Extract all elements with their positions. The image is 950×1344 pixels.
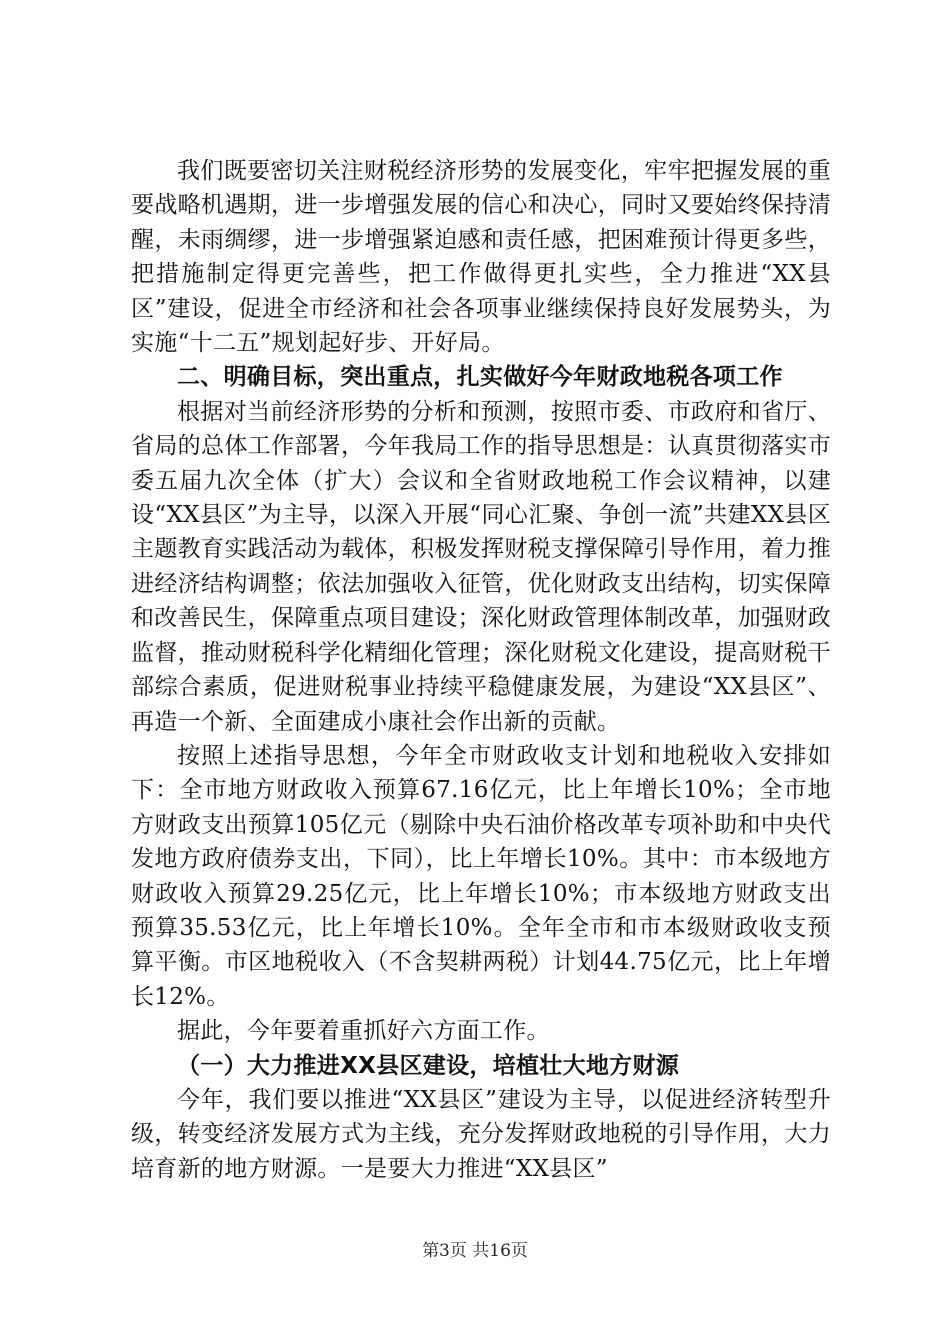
section-heading-2: 二、明确目标，突出重点，扎实做好今年财政地税各项工作 (177, 364, 783, 391)
page-number-footer: 第3页 共16页 (422, 1241, 528, 1261)
subsection-heading-1: （一）大力推进XX县区建设，培植壮大地方财源 (177, 1052, 680, 1079)
paragraph-six-tasks: 据此，今年要着重抓好六方面工作。 (177, 1018, 550, 1045)
document-body (131, 154, 831, 1186)
paragraph-intro: 我们既要密切关注财税经济形势的发展变化，牢牢把握发展的重要战略机遇期，进一步增强发展的信心和决心，同时又要始终保持清醒，未雨绸缪，进一步增强紧迫感和责任感，把困难预计得更多些，把措施制定得更完善些，把工作做得更扎实些，全力推进“XX县区”建设，促进全市经济和社会各项事业继续保持良好发展势头，为实施“十二五”规划起好步、开好局。 (131, 158, 831, 357)
paragraph-county-construction: 今年，我们要以推进“XX县区”建设为主导，以促进经济转型升级，转变经济发展方式为主线，充分发挥财政地税的引导作用，大力培育新的地方财源。一是要大力推进“XX县区” (131, 1086, 831, 1182)
paragraph-guiding-ideology: 根据对当前经济形势的分析和预测，按照市委、市政府和省厅、省局的总体工作部署，今年我局工作的指导思想是：认真贯彻落实市委五届九次全体（扩大）会议和全省财政地税工作会议精神，以建设“XX县区”为主导，以深入开展“同心汇聚、争创一流”共建XX县区主题教育实践活动为载体，积极发挥财税支撑保障引导作用，着力推进经济结构调整；依法加强收入征管，优化财政支出结构，切实保障和改善民生，保障重点项目建设；深化财政管理体制改革，加强财政监督，推动财税科学化精细化管理；深化财税文化建设，提高财税干部综合素质，促进财税事业持续平稳健康发展，为建设“XX县区”、再造一个新、全面建成小康社会作出新的贡献。 (131, 398, 831, 735)
paragraph-budget-plan: 按照上述指导思想，今年全市财政收支计划和地税收入安排如下：全市地方财政收入预算67.16亿元，比上年增长10%；全市地方财政支出预算105亿元（剔除中央石油价格改革专项补助和中央代发地方政府债券支出，下同），比上年增长10%。其中：市本级地方财政收入预算29.25亿元，比上年增长10%；市本级地方财政支出预算35.53亿元，比上年增长10%。全年全市和市本级财政收支预算平衡。市区地税收入（不含契耕两税）计划44.75亿元，比上年增长12%。 (131, 742, 831, 1010)
